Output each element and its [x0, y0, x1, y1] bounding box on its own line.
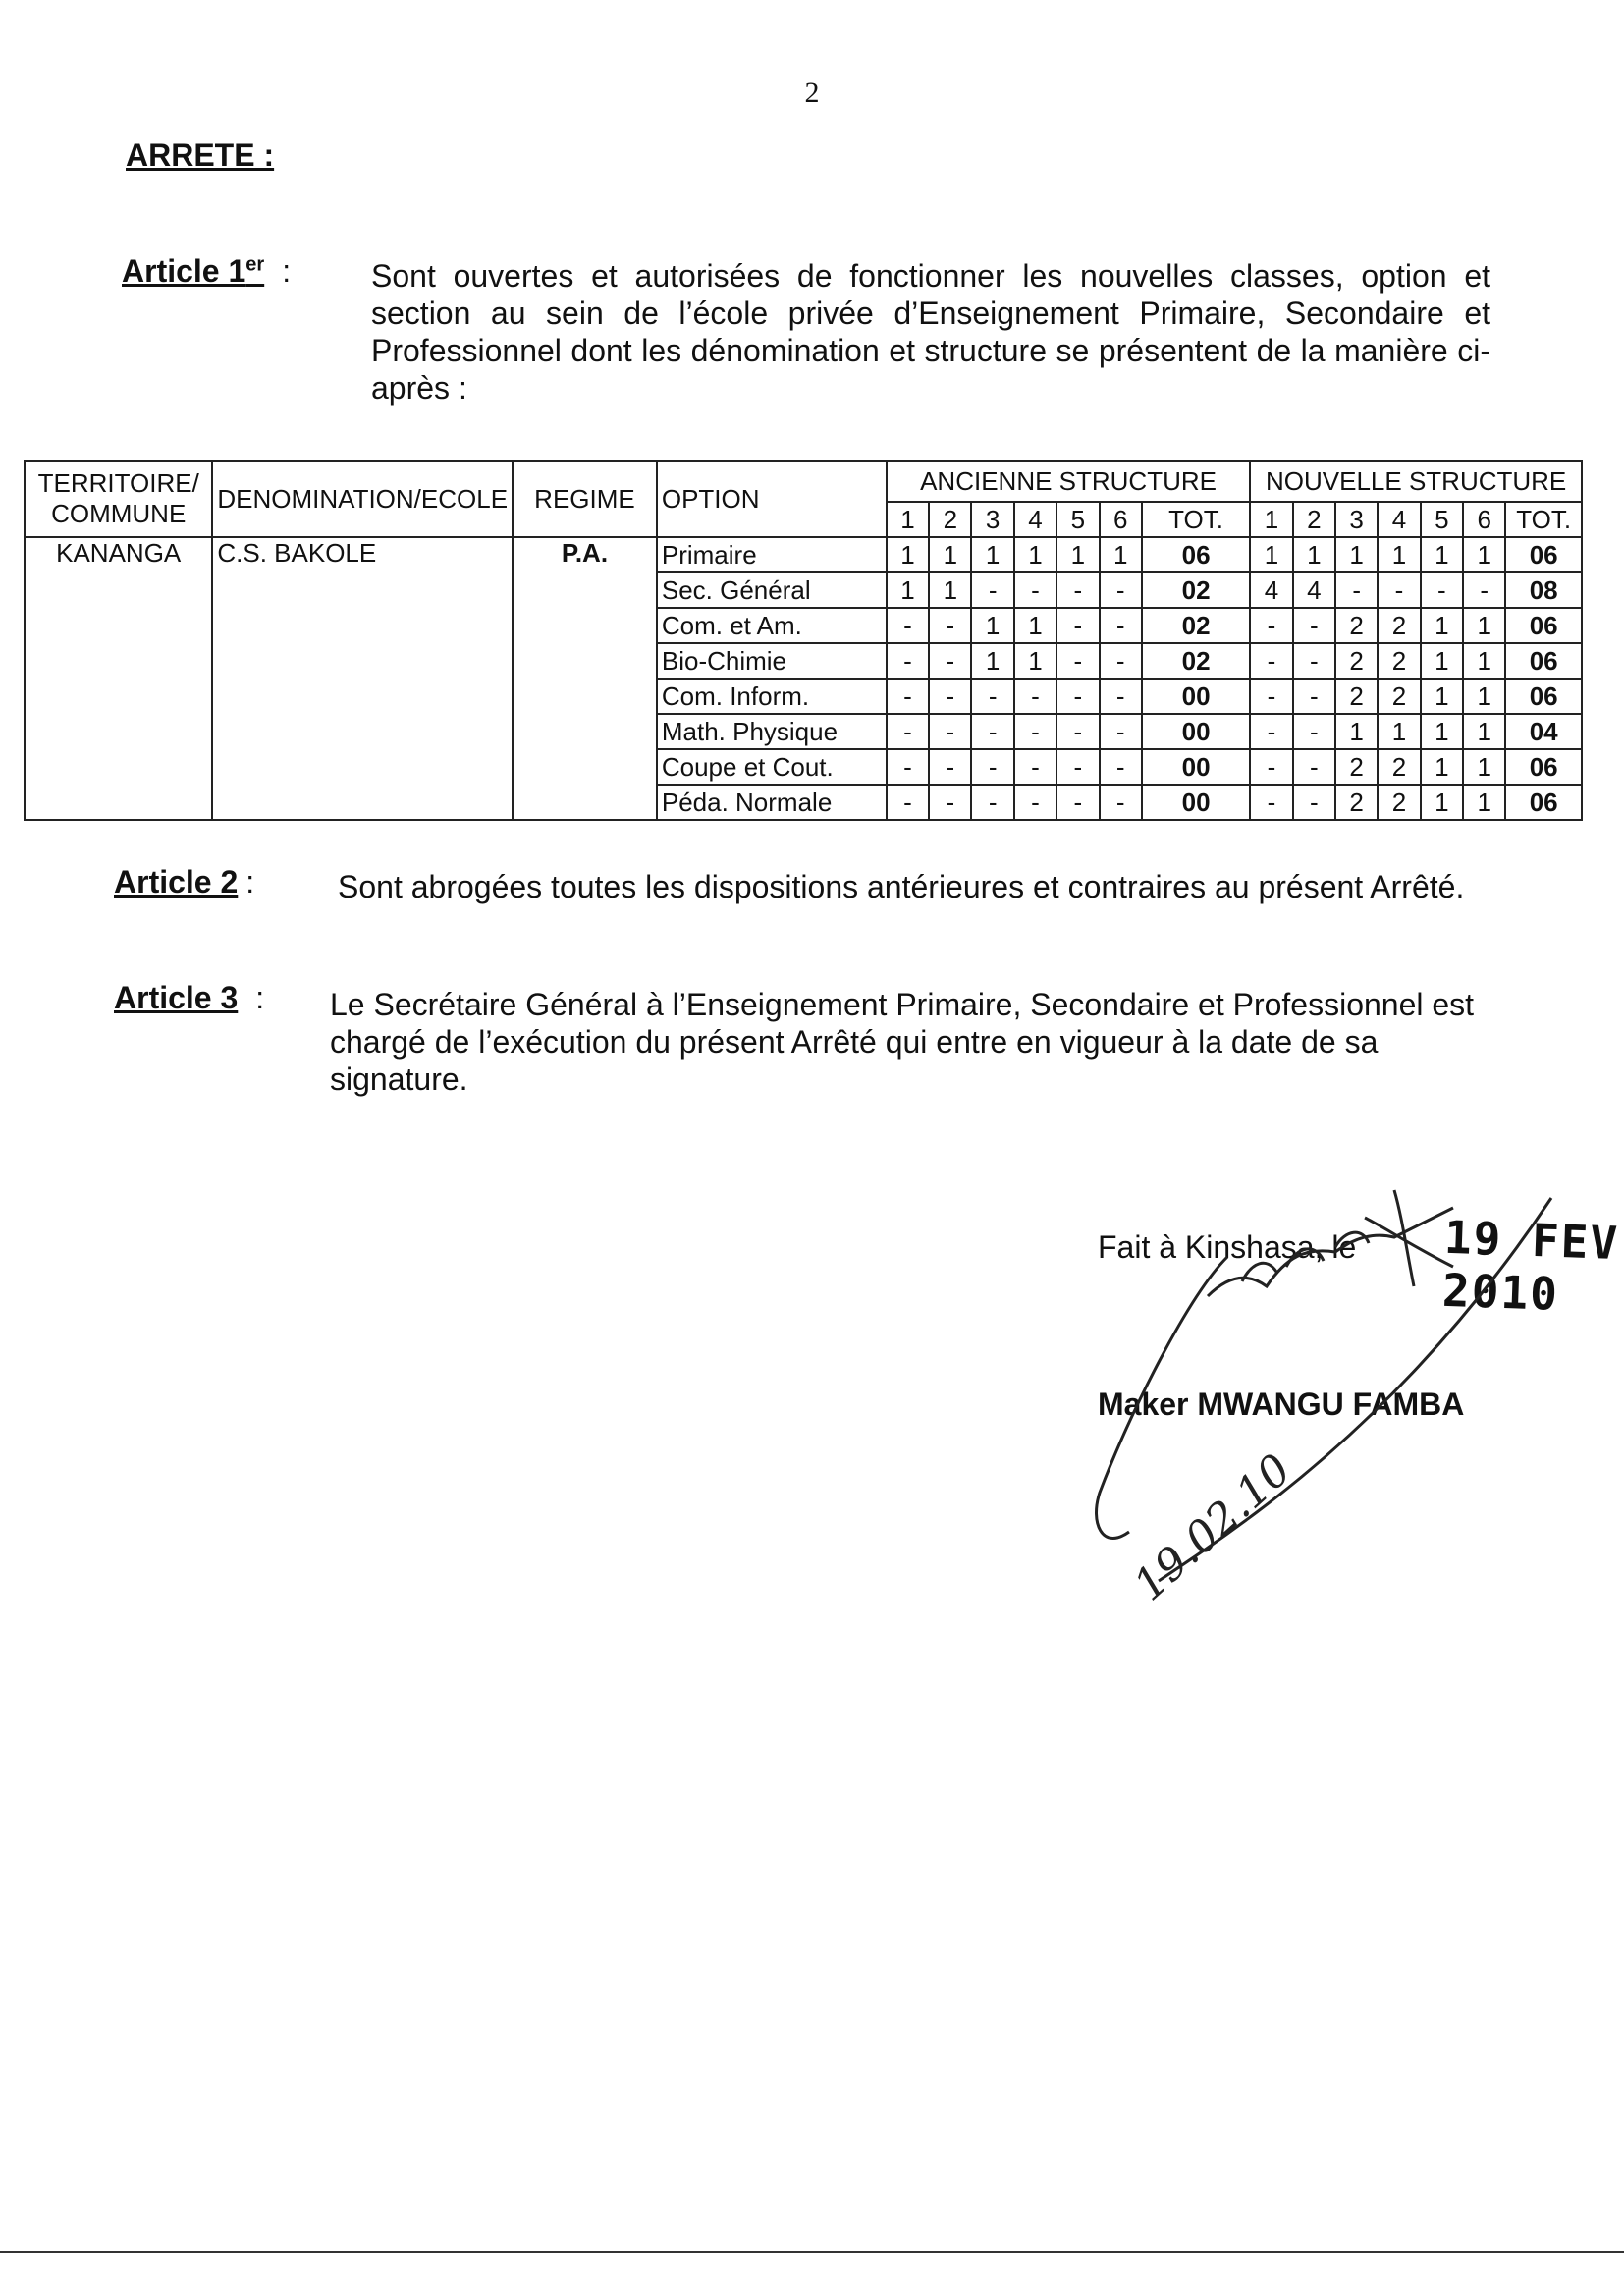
- nouvelle-col: 3: [1335, 502, 1378, 537]
- cell-ancienne: -: [1100, 608, 1142, 643]
- cell-nouvelle: 2: [1378, 608, 1420, 643]
- cell-nouvelle: 1: [1421, 537, 1463, 572]
- cell-ancienne: -: [887, 749, 929, 785]
- cell-regime: P.A.: [513, 537, 657, 820]
- header-nouvelle-structure: NOUVELLE STRUCTURE: [1250, 461, 1582, 502]
- cell-ancienne: -: [1100, 572, 1142, 608]
- cell-nouvelle: -: [1293, 608, 1335, 643]
- cell-ancienne: -: [1100, 714, 1142, 749]
- ancienne-col: 6: [1100, 502, 1142, 537]
- cell-nouvelle: 1: [1421, 608, 1463, 643]
- cell-ancienne: 1: [971, 608, 1013, 643]
- cell-nouvelle: -: [1250, 749, 1292, 785]
- cell-ancienne-total: 02: [1142, 608, 1250, 643]
- cell-ancienne: -: [1056, 785, 1099, 820]
- cell-nouvelle: 2: [1378, 679, 1420, 714]
- cell-nouvelle: 1: [1421, 679, 1463, 714]
- cell-ancienne: 1: [887, 572, 929, 608]
- header-denomination: DENOMINATION/ECOLE: [212, 461, 513, 537]
- signer-name: Maker MWANGU FAMBA: [1098, 1387, 1465, 1422]
- article-1-label-text: Article 1: [122, 253, 246, 289]
- article-1-label: [122, 253, 291, 290]
- structure-table: [24, 460, 1583, 821]
- cell-nouvelle: -: [1250, 679, 1292, 714]
- nouvelle-col-total: TOT.: [1505, 502, 1582, 537]
- cell-ancienne: -: [1100, 679, 1142, 714]
- nouvelle-col: 6: [1463, 502, 1505, 537]
- cell-nouvelle: 2: [1378, 643, 1420, 679]
- article-2-label-text: Article 2: [114, 864, 239, 899]
- cell-ancienne: -: [887, 679, 929, 714]
- cell-ancienne: -: [1014, 572, 1056, 608]
- footer-rule: [0, 2251, 1624, 2253]
- cell-nouvelle: 1: [1463, 749, 1505, 785]
- article-3-label: [114, 980, 264, 1016]
- cell-nouvelle: -: [1293, 679, 1335, 714]
- handwritten-signature: [1041, 1178, 1591, 1630]
- cell-nouvelle: -: [1250, 608, 1292, 643]
- cell-denomination: C.S. BAKOLE: [212, 537, 513, 820]
- cell-ancienne: -: [1056, 572, 1099, 608]
- cell-nouvelle: 2: [1335, 608, 1378, 643]
- cell-option: Coupe et Cout.: [657, 749, 887, 785]
- cell-ancienne: -: [1100, 643, 1142, 679]
- cell-nouvelle: -: [1421, 572, 1463, 608]
- cell-ancienne-total: 00: [1142, 785, 1250, 820]
- cell-ancienne: 1: [1056, 537, 1099, 572]
- cell-ancienne: -: [887, 643, 929, 679]
- nouvelle-col: 1: [1250, 502, 1292, 537]
- cell-ancienne: -: [929, 749, 971, 785]
- cell-ancienne: 1: [971, 537, 1013, 572]
- article-1-text: Sont ouvertes et autorisées de fonctionner les nouvelles classes, option et section au sein de l’école privée d’Enseignement Primaire, Secondaire et Professionnel dont les dénomination et structure se présentent de la manière ci-après :: [371, 258, 1490, 406]
- table-row: [25, 537, 1582, 572]
- cell-ancienne: 1: [929, 572, 971, 608]
- cell-nouvelle-total: 06: [1505, 785, 1582, 820]
- nouvelle-col: 5: [1421, 502, 1463, 537]
- cell-nouvelle: 2: [1335, 749, 1378, 785]
- cell-territoire: KANANGA: [25, 537, 212, 820]
- cell-ancienne-total: 02: [1142, 572, 1250, 608]
- cell-nouvelle: 2: [1378, 749, 1420, 785]
- cell-nouvelle: -: [1293, 785, 1335, 820]
- cell-ancienne: -: [1014, 714, 1056, 749]
- article-2-text: Sont abrogées toutes les dispositions antérieures et contraires au présent Arrêté.: [338, 869, 1465, 904]
- cell-option: Com. et Am.: [657, 608, 887, 643]
- header-ancienne-structure: ANCIENNE STRUCTURE: [887, 461, 1251, 502]
- cell-nouvelle-total: 06: [1505, 749, 1582, 785]
- cell-nouvelle: -: [1463, 572, 1505, 608]
- cell-ancienne-total: 00: [1142, 714, 1250, 749]
- cell-nouvelle: -: [1293, 714, 1335, 749]
- cell-nouvelle: 1: [1421, 643, 1463, 679]
- cell-ancienne: -: [887, 608, 929, 643]
- cell-nouvelle: 1: [1293, 537, 1335, 572]
- cell-option: Bio-Chimie: [657, 643, 887, 679]
- article-2-colon: :: [245, 864, 255, 899]
- cell-nouvelle-total: 06: [1505, 643, 1582, 679]
- cell-nouvelle: 4: [1293, 572, 1335, 608]
- date-stamp: 19 FEV 2010: [1441, 1210, 1621, 1321]
- cell-ancienne: -: [929, 608, 971, 643]
- cell-ancienne: -: [1056, 679, 1099, 714]
- cell-nouvelle: 1: [1463, 679, 1505, 714]
- cell-option: Math. Physique: [657, 714, 887, 749]
- cell-ancienne: -: [1014, 785, 1056, 820]
- cell-nouvelle: 1: [1378, 537, 1420, 572]
- cell-nouvelle: 1: [1463, 785, 1505, 820]
- cell-ancienne: -: [971, 572, 1013, 608]
- cell-nouvelle: -: [1293, 643, 1335, 679]
- cell-nouvelle-total: 06: [1505, 679, 1582, 714]
- cell-ancienne: -: [971, 679, 1013, 714]
- header-option: OPTION: [657, 461, 887, 537]
- cell-ancienne: -: [1056, 714, 1099, 749]
- article-3-colon: :: [255, 980, 265, 1015]
- cell-ancienne: -: [929, 714, 971, 749]
- article-3-text: Le Secrétaire Général à l’Enseignement Primaire, Secondaire et Professionnel est chargé de l’exécution du présent Arrêté qui entre en vigueur à la date de sa signature.: [330, 987, 1475, 1097]
- cell-ancienne-total: 00: [1142, 749, 1250, 785]
- cell-ancienne: -: [1056, 749, 1099, 785]
- cell-option: Sec. Général: [657, 572, 887, 608]
- cell-nouvelle: -: [1250, 714, 1292, 749]
- cell-nouvelle: 1: [1463, 537, 1505, 572]
- cell-ancienne: -: [971, 714, 1013, 749]
- structure-table-body: [25, 537, 1582, 820]
- ancienne-col: 1: [887, 502, 929, 537]
- cell-nouvelle: 1: [1421, 714, 1463, 749]
- ancienne-col-total: TOT.: [1142, 502, 1250, 537]
- cell-ancienne: 1: [971, 643, 1013, 679]
- cell-nouvelle: -: [1378, 572, 1420, 608]
- cell-ancienne: -: [887, 785, 929, 820]
- cell-ancienne: -: [1100, 785, 1142, 820]
- ancienne-col: 4: [1014, 502, 1056, 537]
- cell-nouvelle: 1: [1463, 714, 1505, 749]
- cell-option: Com. Inform.: [657, 679, 887, 714]
- cell-nouvelle: 1: [1463, 643, 1505, 679]
- cell-nouvelle-total: 06: [1505, 608, 1582, 643]
- cell-ancienne: -: [971, 749, 1013, 785]
- cell-ancienne-total: 06: [1142, 537, 1250, 572]
- cell-ancienne-total: 00: [1142, 679, 1250, 714]
- cell-nouvelle: -: [1293, 749, 1335, 785]
- cell-ancienne: 1: [1014, 643, 1056, 679]
- cell-ancienne: -: [929, 643, 971, 679]
- cell-nouvelle: 1: [1421, 749, 1463, 785]
- cell-option: Primaire: [657, 537, 887, 572]
- cell-nouvelle: 1: [1463, 608, 1505, 643]
- cell-ancienne: -: [929, 785, 971, 820]
- cell-ancienne: 1: [1014, 537, 1056, 572]
- article-1-sup: er: [245, 253, 265, 276]
- cell-ancienne: 1: [929, 537, 971, 572]
- cell-ancienne: 1: [1100, 537, 1142, 572]
- cell-ancienne: -: [1014, 679, 1056, 714]
- article-1-colon: :: [282, 253, 292, 289]
- cell-nouvelle: 2: [1335, 679, 1378, 714]
- cell-nouvelle: 2: [1335, 785, 1378, 820]
- cell-nouvelle: 4: [1250, 572, 1292, 608]
- cell-nouvelle: 2: [1378, 785, 1420, 820]
- cell-nouvelle: 1: [1421, 785, 1463, 820]
- cell-ancienne: -: [971, 785, 1013, 820]
- ancienne-col: 5: [1056, 502, 1099, 537]
- cell-nouvelle: 1: [1250, 537, 1292, 572]
- article-2-label: [114, 864, 254, 900]
- cell-nouvelle: 1: [1378, 714, 1420, 749]
- cell-nouvelle: -: [1335, 572, 1378, 608]
- ancienne-col: 2: [929, 502, 971, 537]
- handwritten-date: 19.02.10: [1124, 1444, 1301, 1611]
- cell-nouvelle: -: [1250, 785, 1292, 820]
- nouvelle-col: 4: [1378, 502, 1420, 537]
- article-3-label-text: Article 3: [114, 980, 239, 1015]
- cell-ancienne: -: [1014, 749, 1056, 785]
- nouvelle-col: 2: [1293, 502, 1335, 537]
- page-number: 2: [804, 77, 820, 109]
- cell-ancienne: -: [1056, 643, 1099, 679]
- cell-ancienne: 1: [887, 537, 929, 572]
- cell-ancienne: 1: [1014, 608, 1056, 643]
- cell-ancienne: -: [887, 714, 929, 749]
- cell-nouvelle: 1: [1335, 537, 1378, 572]
- decree-heading: ARRETE :: [126, 137, 275, 173]
- cell-ancienne-total: 02: [1142, 643, 1250, 679]
- ancienne-col: 3: [971, 502, 1013, 537]
- header-territoire: TERRITOIRE/ COMMUNE: [25, 461, 212, 537]
- cell-nouvelle: 1: [1335, 714, 1378, 749]
- cell-nouvelle: 2: [1335, 643, 1378, 679]
- cell-ancienne: -: [1056, 608, 1099, 643]
- cell-option: Péda. Normale: [657, 785, 887, 820]
- header-regime: REGIME: [513, 461, 657, 537]
- cell-nouvelle-total: 08: [1505, 572, 1582, 608]
- place-date-line: Fait à Kinshasa, le: [1098, 1229, 1357, 1265]
- cell-ancienne: -: [1100, 749, 1142, 785]
- cell-ancienne: -: [929, 679, 971, 714]
- cell-nouvelle: -: [1250, 643, 1292, 679]
- cell-nouvelle-total: 04: [1505, 714, 1582, 749]
- cell-nouvelle-total: 06: [1505, 537, 1582, 572]
